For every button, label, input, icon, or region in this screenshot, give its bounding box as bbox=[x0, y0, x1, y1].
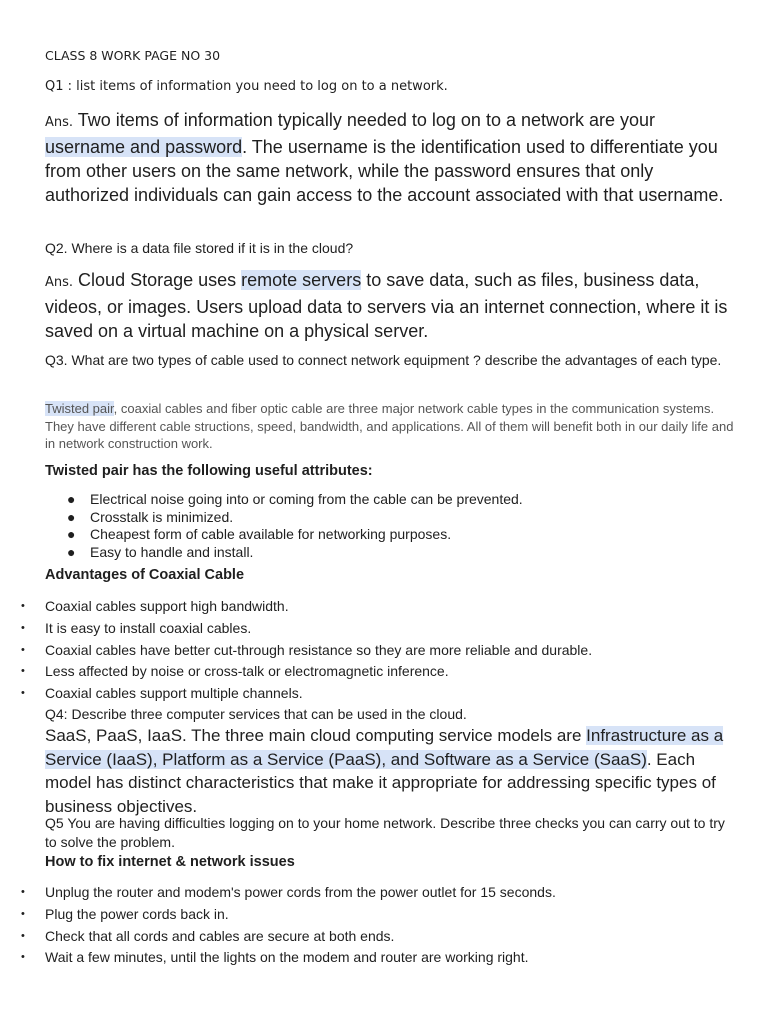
q1-ans-highlight: username and password bbox=[45, 137, 243, 157]
list-item: • Plug the power cords back in. bbox=[45, 904, 735, 926]
q4-ans-text-1: SaaS, PaaS, IaaS. The three main cloud computing service models are bbox=[45, 726, 587, 745]
bullet-icon: • bbox=[21, 665, 25, 678]
bullet-icon: • bbox=[21, 643, 25, 656]
q1-question: Q1 : list items of information you need to log on to a network. bbox=[45, 79, 448, 94]
list-item: • Unplug the router and modem's power cords from the power outlet for 15 seconds. bbox=[45, 882, 735, 904]
bullet-icon: ● bbox=[67, 508, 76, 525]
bullet-icon: • bbox=[21, 907, 25, 920]
q2-question: Q2. Where is a data file stored if it is in the cloud? bbox=[45, 240, 354, 256]
q1-answer bbox=[45, 108, 735, 207]
q2-ans-highlight: remote servers bbox=[241, 270, 362, 290]
q1-ans-text-2: . The username is the identification used to differentiate you from other users on the same network, while the password ensures that only authorized individuals can gain access to the account associated with that username. bbox=[45, 137, 724, 205]
q3-question: Q3. What are two types of cable used to connect network equipment ? describe the advantages of each type. bbox=[45, 352, 722, 368]
list-item: • Check that all cords and cables are secure at both ends. bbox=[45, 926, 735, 948]
bullet-icon: ● bbox=[67, 491, 76, 507]
list-item: • It is easy to install coaxial cables. bbox=[45, 618, 735, 640]
list-item: • Coaxial cables support multiple channels. bbox=[45, 683, 735, 705]
q1-ans-prefix: Ans. bbox=[45, 115, 74, 130]
bullet-icon: ● bbox=[67, 544, 76, 561]
list-item: ● Easy to handle and install. bbox=[67, 544, 254, 561]
q4-question: Q4: Describe three computer services that can be used in the cloud. bbox=[45, 706, 467, 722]
q3-intro bbox=[45, 400, 735, 453]
list-item: • Coaxial cables support high bandwidth. bbox=[45, 596, 735, 618]
fix-list bbox=[21, 882, 735, 969]
list-item: ● Electrical noise going into or coming from the cable can be prevented. bbox=[67, 491, 523, 507]
list-item: ● Crosstalk is minimized. bbox=[67, 508, 234, 525]
twisted-pair-heading: Twisted pair has the following useful attributes: bbox=[45, 463, 373, 479]
bullet-icon: ● bbox=[67, 526, 76, 543]
q2-ans-text-1: Cloud Storage uses bbox=[73, 270, 242, 290]
bullet-icon: • bbox=[21, 621, 25, 634]
page-header: CLASS 8 WORK PAGE NO 30 bbox=[45, 48, 221, 63]
list-item: • Coaxial cables have better cut-through resistance so they are more reliable and durable. bbox=[45, 640, 735, 662]
q5-question: Q5 You are having difficulties logging on to your home network. Describe three checks you can carry out to try to solve the problem. bbox=[45, 815, 725, 850]
q2-ans-prefix: Ans. bbox=[45, 275, 74, 290]
q3-intro-highlight: Twisted pair bbox=[45, 401, 114, 416]
bullet-icon: • bbox=[21, 600, 25, 612]
coaxial-heading: Advantages of Coaxial Cable bbox=[45, 567, 245, 583]
fix-heading: How to fix internet & network issues bbox=[45, 854, 295, 870]
q2-answer bbox=[45, 268, 735, 343]
q4-ans-text-2: . Each model has distinct characteristics that make it appropriate for addressing specific types of business objectives. bbox=[45, 749, 716, 816]
bullet-icon: • bbox=[21, 929, 25, 942]
list-item: • Less affected by noise or cross-talk or electromagnetic inference. bbox=[45, 661, 735, 683]
twisted-pair-list bbox=[45, 491, 735, 562]
q3-intro-text: , coaxial cables and fiber optic cable are three major network cable types in the communication systems. They have different cable structions, speed, bandwidth, and applications. All of them will benefit both in our daily life and in network construction work. bbox=[45, 401, 734, 451]
q1-ans-text-1: Two items of information typically needed to log on to a network are your bbox=[73, 110, 656, 130]
list-item: ● Cheapest form of cable available for networking purposes. bbox=[67, 526, 452, 543]
q4-answer bbox=[45, 724, 735, 818]
bullet-icon: • bbox=[21, 951, 25, 964]
bullet-icon: • bbox=[21, 687, 25, 700]
bullet-icon: • bbox=[21, 886, 25, 898]
list-item: • Wait a few minutes, until the lights on the modem and router are working right. bbox=[45, 947, 735, 969]
coaxial-list bbox=[21, 596, 735, 705]
q2-ans-text-2: to save data, such as files, business data, videos, or images. Users upload data to servers via an internet connection, where it is saved on a virtual machine on a physical server. bbox=[45, 270, 728, 341]
q4-ans-highlight: Infrastructure as a Service (IaaS), Platform as a Service (PaaS), and Software as a Service (SaaS) bbox=[45, 726, 724, 769]
